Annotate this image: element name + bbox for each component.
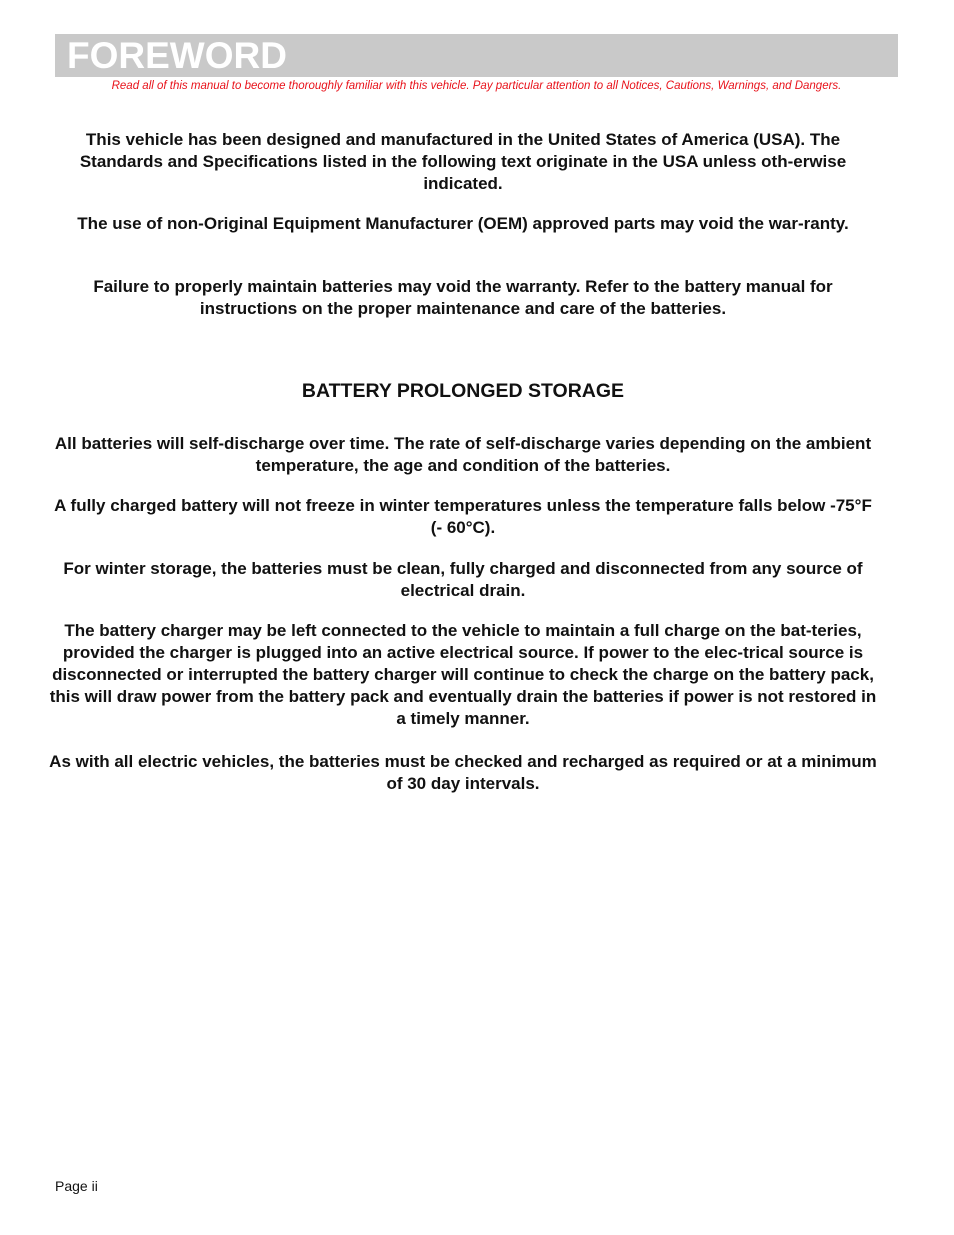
- header-bar: [55, 34, 898, 77]
- storage-paragraph-recharge: As with all electric vehicles, the batteries must be checked and recharged as required or at a minimum of 30 day intervals.: [49, 752, 877, 793]
- page-title: FOREWORD: [67, 35, 287, 76]
- page-number: Page ii: [55, 1178, 98, 1194]
- section-heading: BATTERY PROLONGED STORAGE: [301, 380, 625, 402]
- storage-paragraph-self-discharge: All batteries will self-discharge over time. The rate of self-discharge varies depending on the ambient temperature, the age and condition of the batteries.: [54, 434, 872, 475]
- intro-paragraph-warranty: Failure to properly maintain batteries may void the warranty. Refer to the battery manual for instructions on the proper maintenance and care of the batteries.: [93, 277, 833, 318]
- intro-paragraph-oem: The use of non-Original Equipment Manufacturer (OEM) approved parts may void the war-ranty.: [77, 214, 849, 233]
- storage-paragraph-freeze: A fully charged battery will not freeze in winter temperatures unless the temperature falls below -75°F (- 60°C).: [54, 496, 872, 537]
- intro-paragraph-origin: This vehicle has been designed and manufactured in the United States of America (USA). The Standards and Specifications listed in the following text originate in the USA unless oth-erwise indicated.: [79, 130, 847, 193]
- reading-notice: Read all of this manual to become thoroughly familiar with this vehicle. Pay particular attention to all Notices, Cautions, Warnings, and Dangers.: [111, 80, 842, 92]
- storage-paragraph-winter: For winter storage, the batteries must be clean, fully charged and disconnected from any source of electrical drain.: [63, 559, 863, 600]
- storage-paragraph-charger: The battery charger may be left connected to the vehicle to maintain a full charge on the bat-teries, provided the charger is plugged into an active electrical source. If power to the elec-trical source is disconnected or interrupted the battery charger will continue to check the charge on the battery pack, this will draw power from the battery pack and eventually drain the batteries if power is not restored in a timely manner.: [49, 621, 877, 728]
